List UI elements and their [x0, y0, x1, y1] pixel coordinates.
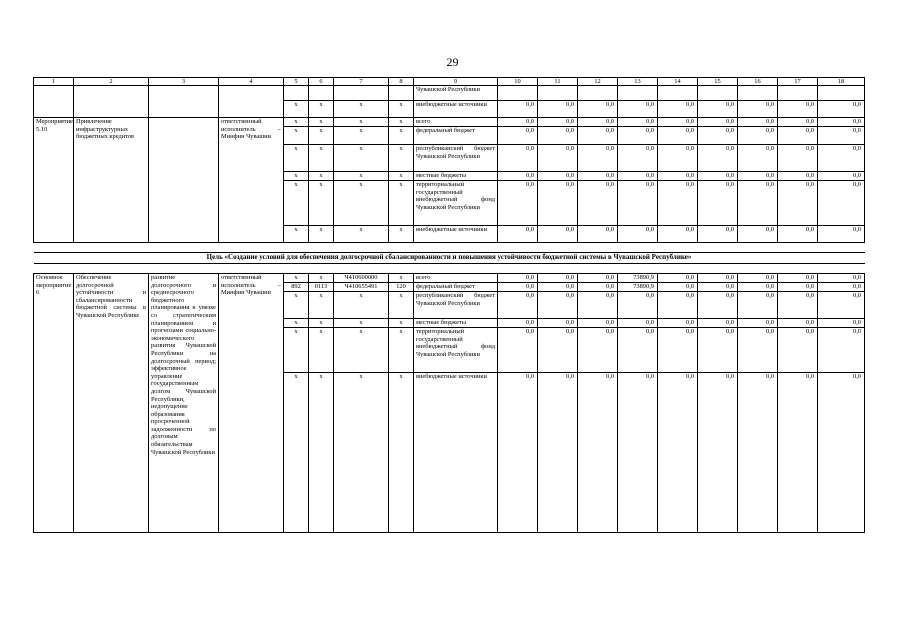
value-cell: 0,0: [498, 373, 538, 533]
value-cell: [618, 86, 658, 101]
event-result: [149, 118, 219, 243]
value-cell: 0,0: [538, 283, 578, 292]
code-cell: x: [334, 373, 389, 533]
budget-table: [33, 77, 865, 533]
value-cell: 0,0: [578, 101, 618, 118]
value-cell: 0,0: [778, 118, 818, 127]
value-cell: 0,0: [698, 145, 738, 172]
page-number: 29: [446, 55, 459, 69]
value-cell: 73890,9: [618, 283, 658, 292]
value-cell: 0,0: [698, 373, 738, 533]
value-cell: 0,0: [578, 181, 618, 226]
value-cell: 0,0: [658, 292, 698, 319]
code-cell: x: [309, 127, 334, 145]
value-cell: 0,0: [698, 181, 738, 226]
code-cell: x: [284, 373, 309, 533]
value-cell: 0,0: [778, 172, 818, 181]
value-cell: 0,0: [818, 101, 865, 118]
value-cell: 0,0: [818, 118, 865, 127]
value-cell: [698, 86, 738, 101]
value-cell: 0,0: [498, 274, 538, 283]
code-cell: x: [309, 274, 334, 283]
event-number: Мероприятие 5.10: [34, 118, 74, 243]
value-cell: 0,0: [618, 328, 658, 373]
value-cell: 0,0: [698, 101, 738, 118]
code-cell: x: [334, 118, 389, 127]
value-cell: 0,0: [498, 181, 538, 226]
code-cell: x: [334, 181, 389, 226]
value-cell: 0,0: [578, 127, 618, 145]
value-cell: 0,0: [498, 226, 538, 243]
value-cell: 0,0: [818, 283, 865, 292]
header-cell: 11: [538, 78, 578, 86]
source-cell: всего: [414, 274, 498, 283]
value-cell: 0,0: [778, 181, 818, 226]
cont-cell: [149, 86, 219, 118]
source-cell: внебюджетные источники: [414, 101, 498, 118]
code-cell: x: [284, 319, 309, 328]
source-cell: внебюджетные источники: [414, 373, 498, 533]
code-cell: x: [309, 101, 334, 118]
value-cell: 0,0: [658, 274, 698, 283]
code-cell: x: [284, 118, 309, 127]
value-cell: 0,0: [578, 145, 618, 172]
value-cell: 0,0: [778, 319, 818, 328]
table-row: [34, 274, 865, 283]
source-cell: всего: [414, 118, 498, 127]
value-cell: 0,0: [538, 319, 578, 328]
event-executor: ответственный исполнитель – Минфин Чувашии: [219, 118, 284, 243]
value-cell: 0,0: [618, 101, 658, 118]
cont-cell: [34, 86, 74, 118]
source-cell: Чувашской Республики: [414, 86, 498, 101]
value-cell: 0,0: [618, 292, 658, 319]
value-cell: 0,0: [738, 145, 778, 172]
header-cell: 2: [74, 78, 149, 86]
value-cell: 0,0: [578, 292, 618, 319]
value-cell: 0,0: [738, 181, 778, 226]
code-cell: x: [389, 328, 414, 373]
code-cell: x: [334, 145, 389, 172]
code-cell: x: [284, 172, 309, 181]
header-cell: 6: [309, 78, 334, 86]
value-cell: 0,0: [818, 127, 865, 145]
code-cell: x: [389, 181, 414, 226]
value-cell: 0,0: [658, 101, 698, 118]
spacer-cell: [34, 243, 865, 253]
value-cell: 0,0: [498, 319, 538, 328]
code-cell: x: [334, 172, 389, 181]
value-cell: 0,0: [778, 127, 818, 145]
value-cell: 0,0: [658, 181, 698, 226]
code-cell: x: [389, 127, 414, 145]
value-cell: 0,0: [778, 274, 818, 283]
event-name: Привлечение инфраструктурных бюджетных кредитов: [74, 118, 149, 243]
code-cell: [309, 86, 334, 101]
code-cell: x: [309, 145, 334, 172]
value-cell: 0,0: [738, 274, 778, 283]
value-cell: 0,0: [818, 172, 865, 181]
code-cell: 0113: [309, 283, 334, 292]
value-cell: 0,0: [578, 118, 618, 127]
value-cell: 0,0: [498, 145, 538, 172]
value-cell: 0,0: [658, 328, 698, 373]
value-cell: 0,0: [538, 226, 578, 243]
header-cell: 10: [498, 78, 538, 86]
code-cell: x: [284, 292, 309, 319]
code-cell: Ч410600000: [334, 274, 389, 283]
value-cell: 0,0: [658, 283, 698, 292]
value-cell: 0,0: [698, 319, 738, 328]
code-cell: x: [334, 292, 389, 319]
header-cell: 15: [698, 78, 738, 86]
value-cell: 0,0: [538, 101, 578, 118]
value-cell: 0,0: [698, 292, 738, 319]
header-cell: 17: [778, 78, 818, 86]
value-cell: 0,0: [618, 181, 658, 226]
code-cell: x: [309, 373, 334, 533]
value-cell: [578, 86, 618, 101]
header-cell: 16: [738, 78, 778, 86]
value-cell: 0,0: [578, 283, 618, 292]
code-cell: x: [284, 101, 309, 118]
value-cell: 0,0: [658, 226, 698, 243]
value-cell: 0,0: [778, 226, 818, 243]
value-cell: 0,0: [658, 319, 698, 328]
value-cell: 0,0: [738, 127, 778, 145]
value-cell: 0,0: [818, 274, 865, 283]
header-cell: 13: [618, 78, 658, 86]
value-cell: 0,0: [818, 226, 865, 243]
code-cell: x: [284, 226, 309, 243]
value-cell: 0,0: [738, 283, 778, 292]
source-cell: республиканский бюджет Чувашской Республики: [414, 292, 498, 319]
event-name: Обеспечение долгосрочной устойчивости и сбалансированности бюджетной системы в Чувашской Республике: [74, 274, 149, 533]
value-cell: [818, 86, 865, 101]
header-cell: 14: [658, 78, 698, 86]
value-cell: 0,0: [738, 172, 778, 181]
code-cell: x: [334, 226, 389, 243]
value-cell: 0,0: [578, 226, 618, 243]
code-cell: x: [389, 226, 414, 243]
value-cell: 0,0: [578, 319, 618, 328]
code-cell: x: [389, 373, 414, 533]
value-cell: [498, 86, 538, 101]
value-cell: 0,0: [818, 145, 865, 172]
code-cell: x: [309, 181, 334, 226]
value-cell: 0,0: [498, 127, 538, 145]
value-cell: 0,0: [658, 127, 698, 145]
value-cell: 0,0: [498, 328, 538, 373]
header-cell: 1: [34, 78, 74, 86]
value-cell: 0,0: [738, 328, 778, 373]
value-cell: 0,0: [618, 319, 658, 328]
value-cell: 0,0: [818, 328, 865, 373]
value-cell: 0,0: [698, 283, 738, 292]
value-cell: 0,0: [818, 319, 865, 328]
value-cell: 0,0: [738, 101, 778, 118]
header-cell: 3: [149, 78, 219, 86]
source-cell: федеральный бюджет: [414, 283, 498, 292]
value-cell: 0,0: [658, 145, 698, 172]
value-cell: 0,0: [498, 101, 538, 118]
value-cell: 0,0: [538, 172, 578, 181]
value-cell: 0,0: [778, 292, 818, 319]
event-number: Основное мероприятие 6: [34, 274, 74, 533]
header-cell: 12: [578, 78, 618, 86]
value-cell: [538, 86, 578, 101]
header-cell: 5: [284, 78, 309, 86]
value-cell: 0,0: [738, 373, 778, 533]
value-cell: 0,0: [698, 172, 738, 181]
value-cell: 0,0: [778, 328, 818, 373]
source-cell: местные бюджеты: [414, 319, 498, 328]
value-cell: 0,0: [618, 172, 658, 181]
code-cell: [284, 86, 309, 101]
code-cell: x: [309, 118, 334, 127]
cont-cell: [74, 86, 149, 118]
code-cell: [334, 86, 389, 101]
value-cell: [738, 86, 778, 101]
value-cell: 0,0: [538, 118, 578, 127]
value-cell: 0,0: [658, 373, 698, 533]
header-cell: 8: [389, 78, 414, 86]
value-cell: 0,0: [578, 172, 618, 181]
value-cell: 0,0: [698, 274, 738, 283]
goal-row: [34, 253, 865, 264]
cont-cell: [219, 86, 284, 118]
spacer-cell: [34, 264, 865, 274]
value-cell: 73890,9: [618, 274, 658, 283]
code-cell: x: [334, 328, 389, 373]
value-cell: 0,0: [498, 118, 538, 127]
event-result: развитие долгосрочного и среднесрочного бюджетного планирования в увязке со стратегическим планированием и прогнозами социально-экономического развития Чувашской Республики на долгосрочный период; эффективное управление государственным долгом Чувашской Республики, недопущение образования просроченной задолженности по долговым обязательствам Чувашской Республики: [149, 274, 219, 533]
code-cell: Ч410655491: [334, 283, 389, 292]
table-row: [34, 86, 865, 101]
value-cell: 0,0: [818, 373, 865, 533]
code-cell: x: [284, 181, 309, 226]
value-cell: [778, 86, 818, 101]
code-cell: x: [389, 101, 414, 118]
code-cell: x: [389, 319, 414, 328]
code-cell: 120: [389, 283, 414, 292]
value-cell: 0,0: [538, 145, 578, 172]
value-cell: 0,0: [538, 274, 578, 283]
code-cell: x: [389, 118, 414, 127]
code-cell: x: [334, 101, 389, 118]
value-cell: 0,0: [778, 101, 818, 118]
header-row: [34, 78, 865, 86]
value-cell: 0,0: [618, 118, 658, 127]
value-cell: 0,0: [618, 145, 658, 172]
value-cell: 0,0: [538, 292, 578, 319]
value-cell: 0,0: [778, 283, 818, 292]
source-cell: федеральный бюджет: [414, 127, 498, 145]
source-cell: внебюджетные источники: [414, 226, 498, 243]
header-cell: 9: [414, 78, 498, 86]
code-cell: x: [309, 292, 334, 319]
table-row: [34, 118, 865, 127]
code-cell: x: [389, 145, 414, 172]
value-cell: 0,0: [778, 373, 818, 533]
code-cell: x: [389, 292, 414, 319]
value-cell: [658, 86, 698, 101]
value-cell: 0,0: [578, 328, 618, 373]
code-cell: x: [309, 226, 334, 243]
value-cell: 0,0: [498, 283, 538, 292]
value-cell: 0,0: [538, 127, 578, 145]
value-cell: 0,0: [498, 172, 538, 181]
source-cell: республиканский бюджет Чувашской Республики: [414, 145, 498, 172]
value-cell: 0,0: [738, 292, 778, 319]
value-cell: 0,0: [698, 226, 738, 243]
code-cell: x: [334, 319, 389, 328]
source-cell: территориальный государственный внебюджетный фонд Чувашской Республики: [414, 328, 498, 373]
value-cell: 0,0: [818, 181, 865, 226]
code-cell: [389, 86, 414, 101]
value-cell: 0,0: [818, 292, 865, 319]
header-cell: 7: [334, 78, 389, 86]
code-cell: x: [309, 328, 334, 373]
value-cell: 0,0: [658, 118, 698, 127]
header-cell: 18: [818, 78, 865, 86]
code-cell: x: [309, 319, 334, 328]
code-cell: x: [389, 274, 414, 283]
value-cell: 0,0: [618, 127, 658, 145]
value-cell: 0,0: [538, 181, 578, 226]
value-cell: 0,0: [538, 328, 578, 373]
value-cell: 0,0: [498, 292, 538, 319]
value-cell: 0,0: [658, 172, 698, 181]
code-cell: x: [309, 172, 334, 181]
code-cell: x: [389, 172, 414, 181]
code-cell: x: [284, 328, 309, 373]
code-cell: x: [284, 274, 309, 283]
source-cell: местные бюджеты: [414, 172, 498, 181]
source-cell: территориальный государственный внебюджетный фонд Чувашской Республики: [414, 181, 498, 226]
code-cell: x: [284, 145, 309, 172]
value-cell: 0,0: [698, 328, 738, 373]
value-cell: 0,0: [618, 373, 658, 533]
header-cell: 4: [219, 78, 284, 86]
value-cell: 0,0: [698, 127, 738, 145]
code-cell: x: [284, 127, 309, 145]
code-cell: 892: [284, 283, 309, 292]
value-cell: 0,0: [538, 373, 578, 533]
value-cell: 0,0: [578, 274, 618, 283]
value-cell: 0,0: [778, 145, 818, 172]
spacer-row: [34, 264, 865, 274]
value-cell: 0,0: [738, 226, 778, 243]
value-cell: 0,0: [578, 373, 618, 533]
spacer-row: [34, 243, 865, 253]
goal-text: Цель «Создание условий для обеспечения долгосрочной сбалансированности и повышения устойчивости бюджетной системы в Чувашской Республике»: [34, 253, 865, 264]
code-cell: x: [334, 127, 389, 145]
value-cell: 0,0: [738, 319, 778, 328]
value-cell: 0,0: [618, 226, 658, 243]
value-cell: 0,0: [738, 118, 778, 127]
event-executor: ответственный исполнитель – Минфин Чувашии: [219, 274, 284, 533]
value-cell: 0,0: [698, 118, 738, 127]
